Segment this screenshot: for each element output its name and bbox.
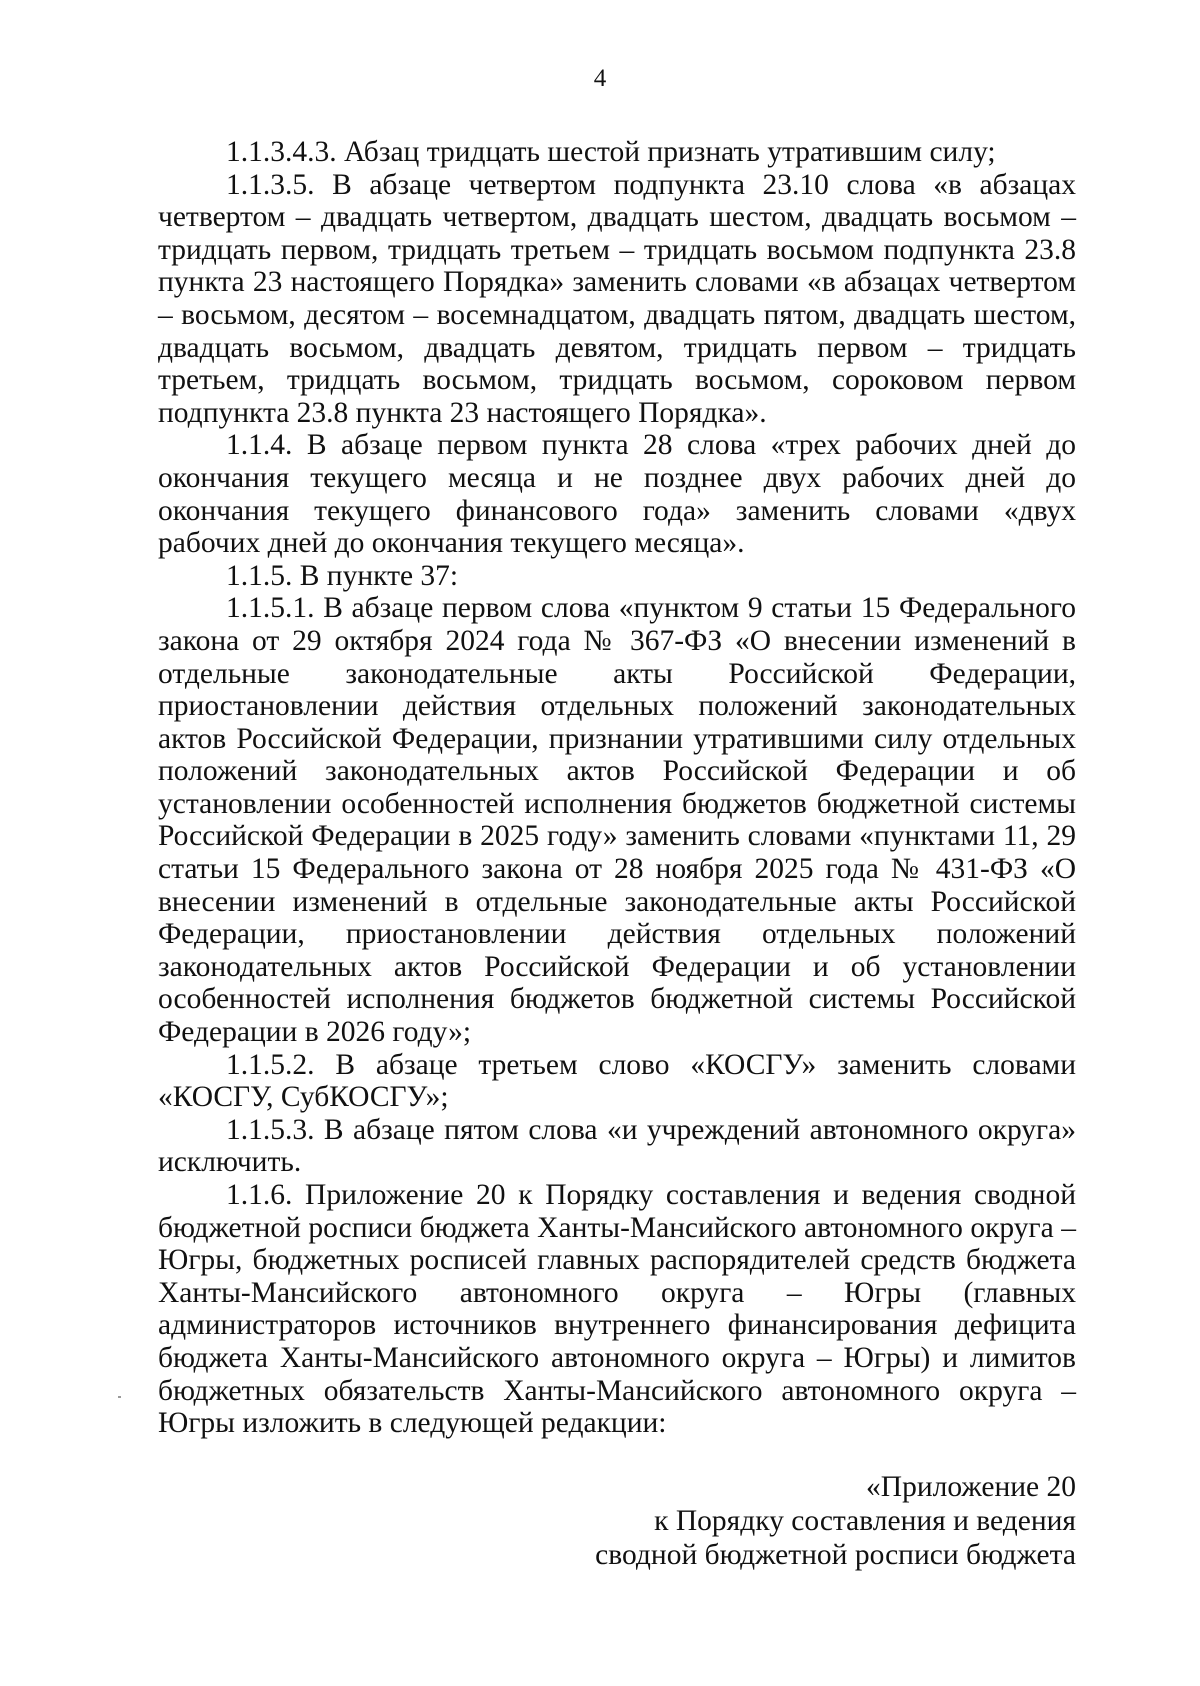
paragraph-1-1-5-3: 1.1.5.3. В абзаце пятом слова «и учреждений автономного округа» исключить. (158, 1113, 1076, 1179)
paragraph-1-1-6: 1.1.6. Приложение 20 к Порядку составления и ведения сводной бюджетной росписи бюджета Ханты-Мансийского автономного округа – Югры, бюджетных росписей главных распорядителей средств бюджета Ханты-Мансийского автономного округа – Югры (главных администраторов источников внутреннего финансирования дефицита бюджета Ханты-Мансийского автономного округа – Югры) и лимитов бюджетных обязательств Ханты-Мансийского автономного округа – Югры изложить в следующей редакции: (158, 1179, 1076, 1440)
appendix-line-2: к Порядку составления и ведения (654, 1505, 1076, 1537)
paragraph-1-1-5-1: 1.1.5.1. В абзаце первом слова «пунктом 9 статьи 15 Федерального закона от 29 октября 2024 года № 367-ФЗ «О внесении изменений в отдельные законодательные акты Российской Федерации, приостановлении действия отдельных положений законодательных актов Российской Федерации, признании утратившими силу отдельных положений законодательных актов Российской Федерации и об установлении особенностей исполнения бюджетов бюджетной системы Российской Федерации в 2025 году» заменить словами «пунктами 11, 29 статьи 15 Федерального закона от 28 ноября 2025 года № 431-ФЗ «О внесении изменений в отдельные законодательные акты Российской Федерации, приостановлении действия отдельных положений законодательных актов Российской Федерации и об установлении особенностей исполнения бюджетов бюджетной системы Российской Федерации в 2026 году»; (158, 592, 1076, 1049)
paragraph-1-1-3-4-3: 1.1.3.4.3. Абзац тридцать шестой признать утратившим силу; (226, 136, 996, 168)
document-body (158, 136, 1076, 1440)
scan-speck (118, 1396, 121, 1398)
appendix-line-1: «Приложение 20 (866, 1471, 1076, 1503)
page-number: 4 (593, 65, 607, 92)
paragraph-1-1-3-5: 1.1.3.5. В абзаце четвертом подпункта 23.10 слова «в абзацах четвертом – двадцать четвертом, двадцать шестом, двадцать восьмом – тридцать первом, тридцать третьем – тридцать восьмом подпункта 23.8 пункта 23 настоящего Порядка» заменить словами «в абзацах четвертом – восьмом, десятом – восемнадцатом, двадцать пятом, двадцать шестом, двадцать восьмом, двадцать девятом, тридцать первом – тридцать третьем, тридцать восьмом, тридцать восьмом, сороковом первом подпункта 23.8 пункта 23 настоящего Порядка». (158, 168, 1076, 429)
paragraph-1-1-4: 1.1.4. В абзаце первом пункта 28 слова «трех рабочих дней до окончания текущего месяца и не позднее двух рабочих дней до окончания текущего финансового года» заменить словами «двух рабочих дней до окончания текущего месяца». (158, 429, 1076, 560)
appendix-line-3: сводной бюджетной росписи бюджета (595, 1539, 1076, 1571)
paragraph-1-1-5: 1.1.5. В пункте 37: (226, 559, 459, 592)
paragraph-1-1-5-2: 1.1.5.2. В абзаце третьем слово «КОСГУ» заменить словами «КОСГУ, СубКОСГУ»; (158, 1048, 1076, 1114)
appendix-heading (516, 1470, 1076, 1572)
